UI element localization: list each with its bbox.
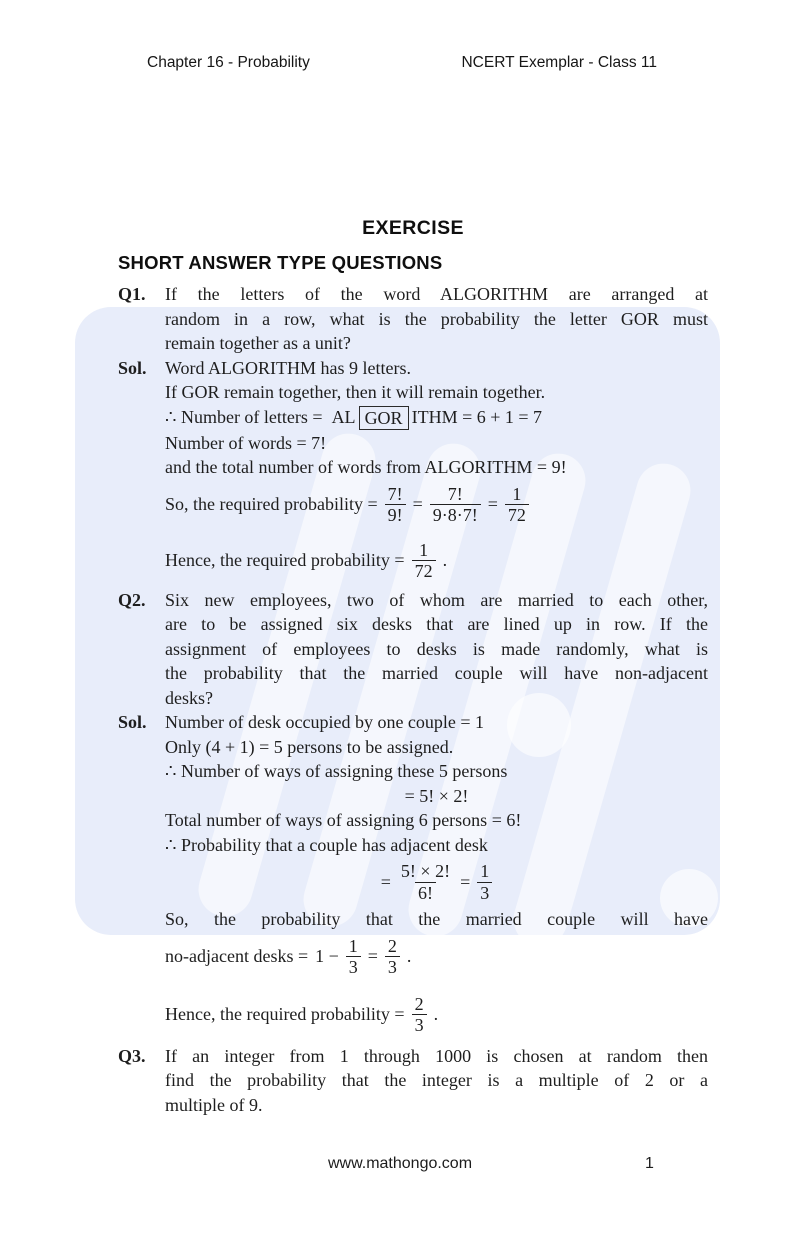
fraction-numerator: 2 [414, 993, 424, 1014]
fraction-numerator: 1 [512, 483, 522, 504]
solution-line-boxed-gor [165, 405, 708, 431]
fraction-numerator: 7! [447, 483, 463, 504]
fraction [385, 936, 400, 977]
solution-1-label: Sol. [118, 357, 147, 378]
fraction-numerator: 7! [387, 483, 403, 504]
question-1-text [165, 282, 708, 356]
main-content [118, 216, 708, 1117]
fraction-numerator: 1 [480, 861, 490, 882]
question-line: find the probability that the integer is a multiple of 2 or a [165, 1070, 708, 1090]
header-chapter: Chapter 16 - Probability [147, 54, 310, 71]
question-line: If the letters of the word ALGORITHM are arranged at [165, 284, 708, 304]
question-line: assignment of employees to desks is made randomly, what is [165, 638, 708, 659]
question-3 [118, 1044, 708, 1118]
probability-equation [165, 480, 708, 530]
solution-line: Only (4 + 1) = 5 persons to be assigned. [165, 736, 454, 757]
non-adjacent-equation [165, 932, 708, 982]
solution-line: Total number of ways of assigning 6 persons = 6! [165, 810, 522, 830]
question-1 [118, 282, 708, 356]
question-line: remain together as a unit? [165, 333, 351, 353]
solution-2-label: Sol. [118, 712, 147, 732]
exercise-title: EXERCISE [362, 217, 464, 239]
adjacent-probability-equation [165, 857, 708, 907]
question-1-label: Q1. [118, 284, 146, 304]
solution-line-centered: = 5! × 2! [404, 785, 469, 806]
fraction-denominator: 72 [412, 560, 436, 581]
period: . [442, 550, 448, 571]
solution-line: ∴ Probability that a couple has adjacent desk [165, 834, 488, 855]
fraction-denominator: 9! [385, 504, 406, 525]
question-line: random in a row, what is the probability the letter GOR must [165, 308, 708, 329]
question-line: If an integer from 1 through 1000 is chosen at random then [165, 1045, 708, 1066]
equation-text: AL [331, 407, 356, 428]
equation-text: So, the required probability = [165, 494, 378, 515]
fraction-denominator: 6! [415, 882, 436, 903]
equals-sign: = [460, 871, 471, 892]
question-line: desks? [165, 687, 213, 708]
equation-text: ITHM = 6 + 1 = 7 [411, 407, 543, 428]
fraction [477, 861, 492, 902]
solution-line: If GOR remain together, then it will remain together. [165, 382, 546, 402]
fraction-numerator: 1 [348, 935, 358, 956]
equation-text: Hence, the required probability = [165, 1004, 405, 1025]
equals-sign: = [367, 946, 378, 967]
solution-line: and the total number of words from ALGORITHM = 9! [165, 457, 567, 477]
solution-2 [118, 710, 708, 1044]
section-heading: SHORT ANSWER TYPE QUESTIONS [118, 252, 443, 273]
question-line: Six new employees, two of whom are married to each other, [165, 589, 708, 610]
equals-sign: = [412, 494, 423, 515]
fraction [412, 994, 427, 1035]
solution-line: Number of desk occupied by one couple = 1 [165, 712, 485, 732]
equals-sign: = [487, 494, 498, 515]
question-3-label: Q3. [118, 1045, 146, 1066]
page-number: 1 [645, 1155, 654, 1172]
fraction [430, 484, 481, 525]
fraction-denominator: 3 [346, 956, 361, 977]
fraction-numerator: 1 [419, 539, 429, 560]
solution-line: Number of words = 7! [165, 432, 327, 453]
fraction-denominator: 3 [412, 1014, 427, 1035]
fraction [398, 861, 453, 902]
fraction-numerator: 2 [387, 935, 397, 956]
fraction-denominator: 9·8·7! [430, 504, 481, 525]
question-line: are to be assigned six desks that are lined up in row. If the [165, 614, 708, 634]
question-2 [118, 588, 708, 711]
equation-text: Hence, the required probability = [165, 550, 405, 571]
equation-text: ∴ Number of letters = [165, 407, 323, 428]
fraction-numerator: 5! × 2! [400, 861, 451, 882]
solution-1 [118, 356, 708, 588]
page-header [147, 54, 657, 72]
equals-sign: = [380, 871, 391, 892]
hence-equation [165, 990, 708, 1040]
question-line: the probability that the married couple will have non-adjacent [165, 663, 708, 683]
solution-line: So, the probability that the married couple will have [165, 909, 708, 929]
equation-text: 1 − [315, 946, 339, 967]
fraction [505, 484, 529, 525]
hence-equation [165, 536, 708, 586]
fraction [346, 936, 361, 977]
equation-text: no-adjacent desks = [165, 946, 309, 967]
period: . [406, 946, 412, 967]
solution-line: ∴ Number of ways of assigning these 5 persons [165, 761, 508, 781]
question-2-label: Q2. [118, 589, 146, 610]
fraction-denominator: 72 [505, 504, 529, 525]
period: . [433, 1004, 439, 1025]
gor-box: GOR [359, 406, 409, 430]
fraction-denominator: 3 [385, 956, 400, 977]
solution-1-text [165, 356, 708, 588]
solution-line: Word ALGORITHM has 9 letters. [165, 357, 412, 378]
fraction [385, 484, 406, 525]
page-footer [0, 1155, 800, 1173]
question-line: multiple of 9. [165, 1094, 263, 1115]
header-book: NCERT Exemplar - Class 11 [461, 54, 657, 71]
solution-2-text [165, 710, 708, 1044]
fraction-denominator: 3 [477, 882, 492, 903]
question-3-text [165, 1044, 708, 1118]
fraction [412, 540, 436, 581]
question-2-text [165, 588, 708, 711]
footer-site: www.mathongo.com [327, 1155, 473, 1172]
